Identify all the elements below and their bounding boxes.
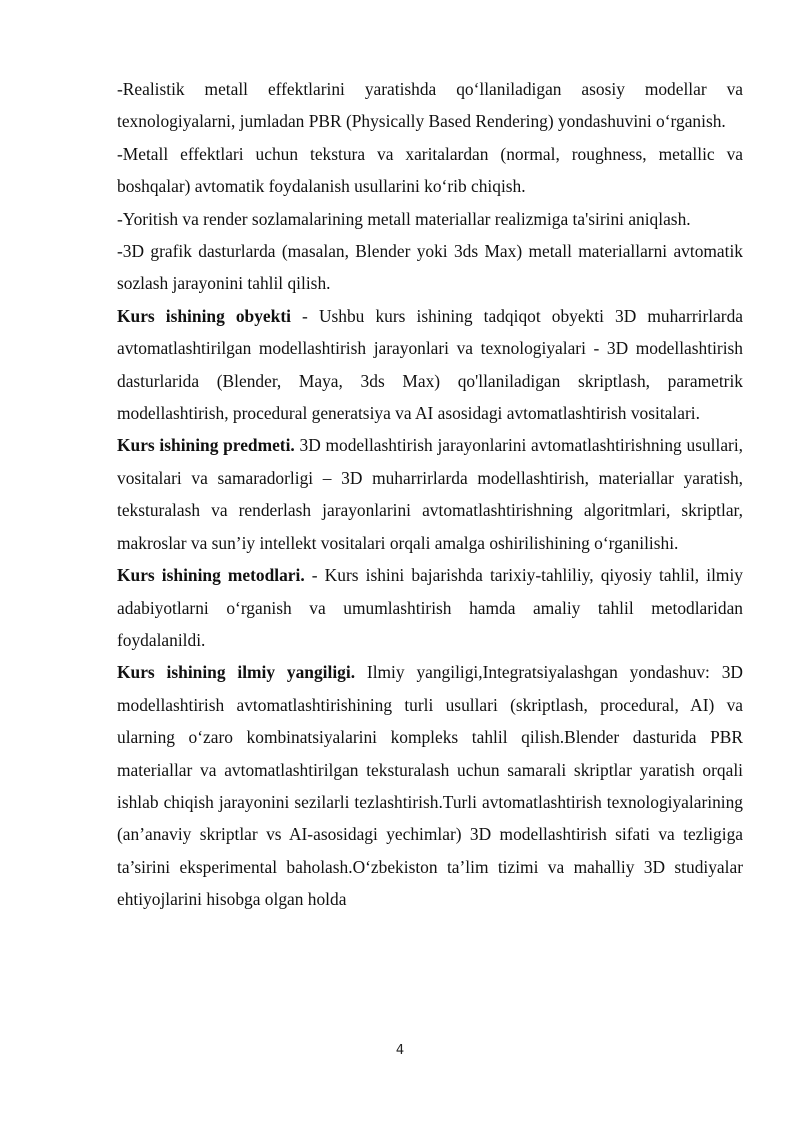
paragraph-text: Ilmiy yangiligi,Integratsiyalashgan yondashuv: 3D modellashtirish avtomatlashtirishining turli usullari (skriptlash, procedural, AI) va ularning o‘zaro kombinatsiyalarini kompleks tahlil qilish.Blender dasturida PBR materiallar va avtomatlashtirilgan teksturalash uchun samarali skriptlar yaratish orqali ishlab chiqish jarayonini sezilarli tezlashtirish.Turli avtomatlashtirish texnologiyalarining (an’anaviy skriptlar vs AI-asosidagi yechimlar) 3D modellashtirish sifati va tezligiga ta’sirini eksperimental baholash.O‘zbekiston ta’lim tizimi va mahalliy 3D studiyalar ehtiyojlarini hisobga olgan holda [117,662,743,910]
paragraph-text: -Metall effektlari uchun tekstura va xaritalardan (normal, roughness, metallic va boshqalar) avtomatik foydalanish usullarini ko‘rib chiqish. [117,143,743,197]
paragraph-subject [117,429,743,559]
paragraph-lead: Kurs ishining obyekti [117,305,291,326]
paragraph-text: -3D grafik dasturlarda (masalan, Blender yoki 3ds Max) metall materiallarni avtomatik sozlash jarayonini tahlil qilish. [117,241,743,294]
paragraph-lead: Kurs ishining metodlari. [117,565,305,586]
paragraph-task-lighting [117,203,743,235]
paragraph-task-textures [117,138,743,203]
paragraph-text: -Yoritish va render sozlamalarining metall materiallar realizmiga ta'sirini aniqlash. [117,208,691,229]
paragraph-text: 3D modellashtirish jarayonlarini avtomatlashtirishning usullari, vositalari va samaradorligi – 3D muharrirlarda modellashtirish, materiallar yaratish, teksturalash va renderlash jarayonlarini avtomatlashtirishning algoritmlari, skriptlar, makroslar va sun’iy intellekt vositalari orqali amalga oshirilishining o‘rganilishi. [117,435,744,553]
paragraph-lead: Kurs ishining predmeti. [117,435,295,456]
paragraph-text: - Ushbu kurs ishining tadqiqot obyekti 3D muharrirlarda avtomatlashtirilgan modellashtirish jarayonlari va texnologiyalari - 3D modellashtirish dasturlarida (Blender, Maya, 3ds Max) qo'llaniladigan skriptlash, parametrik modellashtirish, procedural generatsiya va AI asosidagi avtomatlashtirish vositalari. [117,305,743,424]
paragraph-object [117,300,743,430]
document-body [117,73,743,916]
paragraph-methods [117,559,743,656]
paragraph-novelty [117,656,743,915]
paragraph-lead: Kurs ishining ilmiy yangiligi. [117,662,356,683]
paragraph-task-software [117,235,743,300]
paragraph-text: -Realistik metall effektlarini yaratishda qo‘llaniladigan asosiy modellar va texnologiyalarni, jumladan PBR (Physically Based Rendering) yondashuvini o‘rganish. [117,79,743,132]
paragraph-task-models [117,73,743,138]
paragraph-text: - Kurs ishini bajarishda tarixiy-tahliliy, qiyosiy tahlil, ilmiy adabiyotlarni o‘rganish va umumlashtirish hamda amaliy tahlil metodlaridan foydalanildi. [117,565,743,650]
page-number: 4 [395,1043,405,1058]
